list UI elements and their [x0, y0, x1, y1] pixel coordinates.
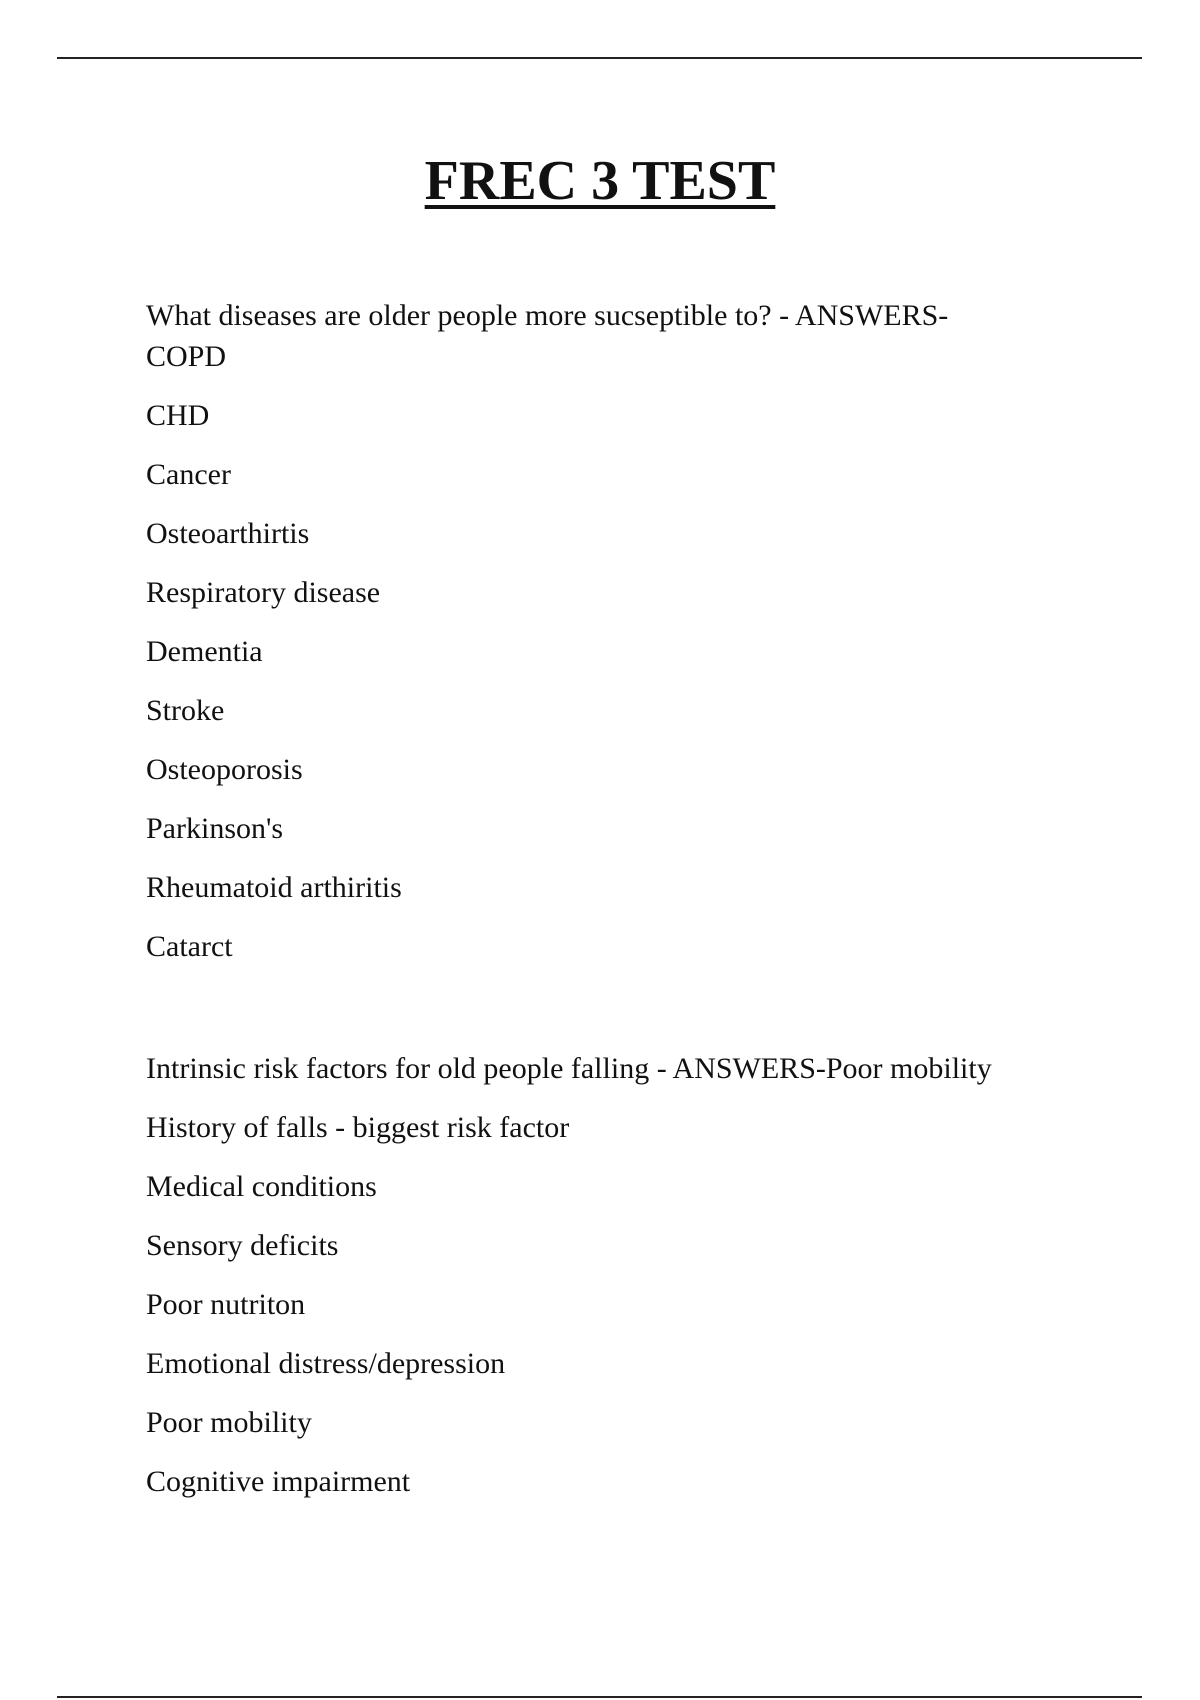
answer-item: Osteoporosis: [146, 753, 303, 786]
answer-item: Rheumatoid arthiritis: [146, 871, 402, 904]
qa-section-2: [146, 1048, 1066, 1520]
answer-item: Emotional distress/depression: [146, 1347, 506, 1380]
answer-item: Poor nutriton: [146, 1288, 306, 1321]
answer-item: Cognitive impairment: [146, 1465, 411, 1498]
answer-item: Respiratory disease: [146, 576, 381, 609]
answer-item: Medical conditions: [146, 1170, 377, 1203]
question-1-text: What diseases are older people more sucseptible to? - ANSWERS-: [146, 299, 949, 332]
page-title-text: FREC 3 TEST: [424, 150, 776, 212]
answer-item: Sensory deficits: [146, 1229, 339, 1262]
qa-section-1: [146, 295, 1066, 985]
page-title: [0, 146, 1200, 216]
answer-item: Catarct: [146, 930, 233, 963]
question-1-tail: COPD: [146, 340, 227, 373]
answer-item: Cancer: [146, 458, 231, 491]
answer-item: Dementia: [146, 635, 263, 668]
bottom-divider: [57, 1696, 1142, 1698]
top-divider: [57, 57, 1142, 59]
answer-item: CHD: [146, 399, 210, 432]
question-1: [146, 295, 1066, 377]
answer-item: Parkinson's: [146, 812, 284, 845]
question-2-text: Intrinsic risk factors for old people falling - ANSWERS-Poor mobility: [146, 1052, 992, 1085]
answer-item: Poor mobility: [146, 1406, 312, 1439]
answer-item: History of falls - biggest risk factor: [146, 1111, 570, 1144]
answer-item: Stroke: [146, 694, 225, 727]
answer-item: Osteoarthirtis: [146, 517, 310, 550]
